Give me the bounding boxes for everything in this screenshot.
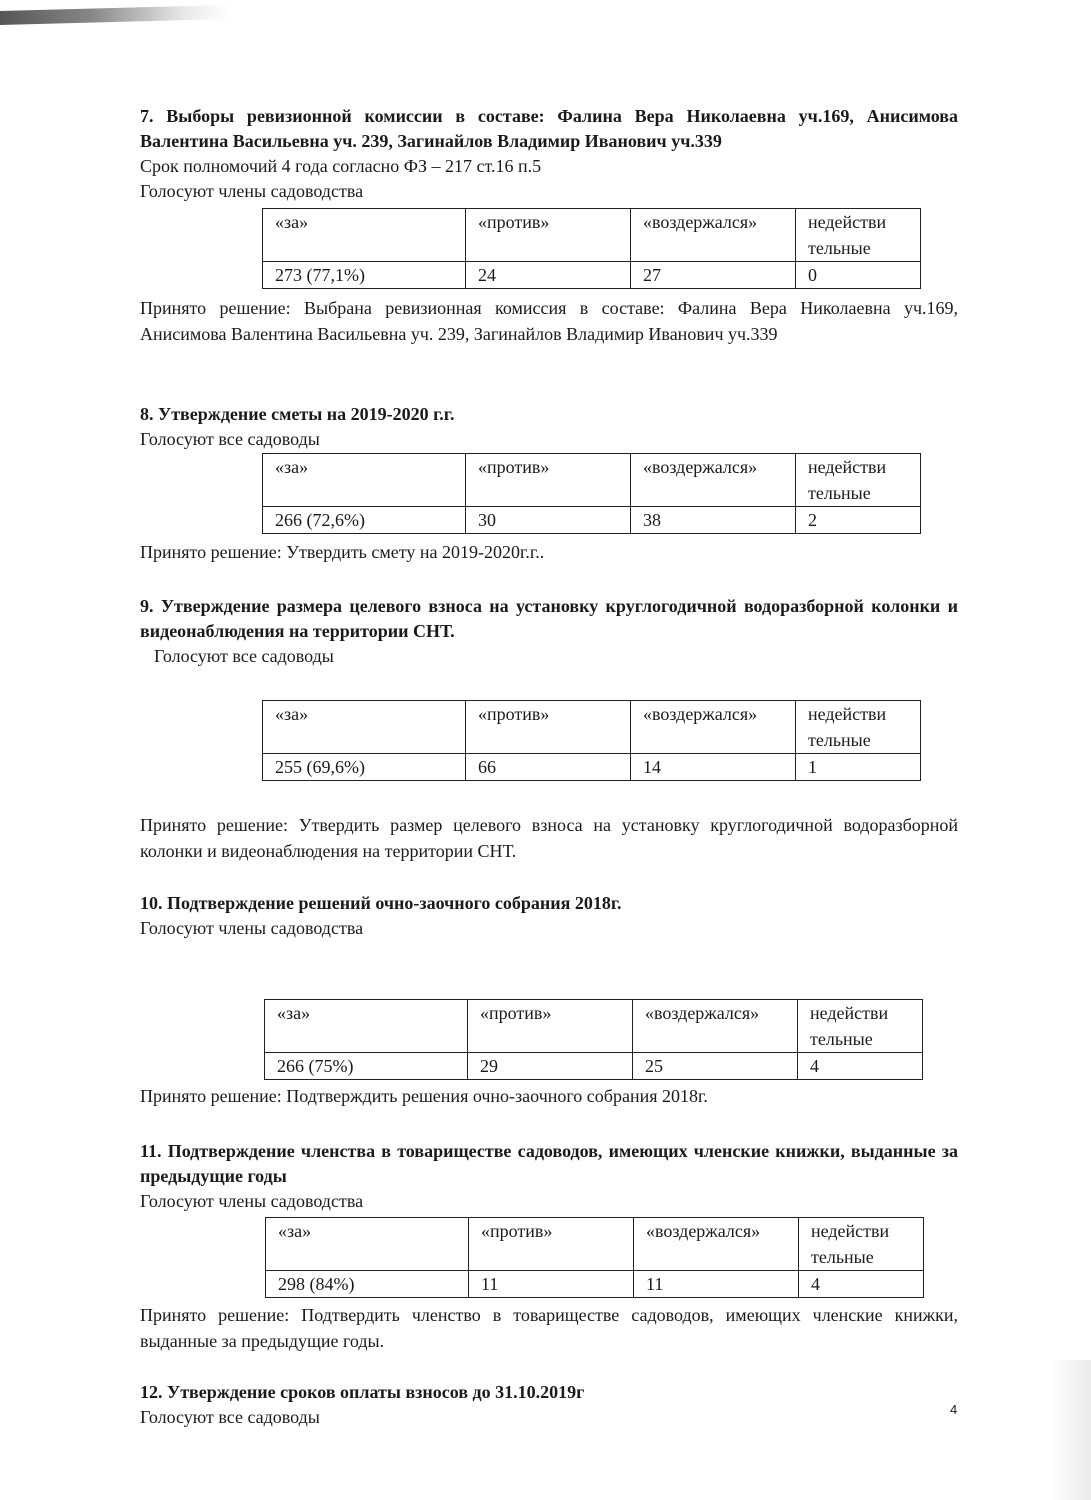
- table-row: [263, 507, 921, 534]
- scan-edge-shadow: [1051, 1360, 1091, 1500]
- voters-line: Голосуют все садоводы: [140, 429, 320, 449]
- value-abstained: 27: [631, 262, 796, 289]
- section-8: [140, 402, 958, 452]
- voters-line: Голосуют все садоводы: [154, 646, 334, 666]
- section-8-decision: [140, 539, 958, 565]
- value-against: 30: [466, 507, 631, 534]
- value-for: 298 (84%): [266, 1271, 469, 1298]
- voters-line: Голосуют все садоводы: [140, 1407, 320, 1427]
- value-for: 266 (75%): [265, 1053, 468, 1080]
- decision-text: Принято решение: Утвердить размер целевого взноса на установку круглогодичной водоразборной колонки и видеонаблюдения на территории СНТ.: [140, 815, 958, 861]
- header-for: «за»: [263, 209, 466, 262]
- section-10: [140, 891, 958, 941]
- header-against: «против»: [466, 454, 631, 507]
- header-invalid: недействи тельные: [796, 454, 921, 507]
- table-row: [266, 1271, 924, 1298]
- value-for: 273 (77,1%): [263, 262, 466, 289]
- value-abstained: 14: [631, 754, 796, 781]
- section-11: [140, 1139, 958, 1214]
- value-invalid: 0: [796, 262, 921, 289]
- header-against: «против»: [469, 1218, 634, 1271]
- voters-line: Голосуют члены садоводства: [140, 918, 364, 938]
- header-abstained: «воздержался»: [634, 1218, 799, 1271]
- table-header-row: [263, 701, 921, 754]
- value-against: 11: [469, 1271, 634, 1298]
- section-heading: 9. Утверждение размера целевого взноса на установку круглогодичной водоразборной колонки и видеонаблюдения на территории СНТ.: [140, 596, 958, 641]
- section-heading: 8. Утверждение сметы на 2019-2020 г.г.: [140, 404, 455, 424]
- voters-line: Голосуют члены садоводства: [140, 181, 364, 201]
- header-for: «за»: [266, 1218, 469, 1271]
- value-invalid: 4: [799, 1271, 924, 1298]
- header-for: «за»: [265, 1000, 468, 1053]
- section-heading: 7. Выборы ревизионной комиссии в составе: Фалина Вера Николаевна уч.169, Анисимова Валентина Васильевна уч. 239, Загинайлов Владимир Иванович уч.339: [140, 106, 958, 151]
- section-7-decision: [140, 295, 958, 347]
- value-against: 66: [466, 754, 631, 781]
- section-9: [140, 594, 958, 669]
- header-abstained: «воздержался»: [631, 209, 796, 262]
- value-against: 24: [466, 262, 631, 289]
- section-heading: 12. Утверждение сроков оплаты взносов до 31.10.2019г: [140, 1382, 585, 1402]
- table-row: [265, 1053, 923, 1080]
- header-invalid: недействи тельные: [796, 701, 921, 754]
- header-against: «против»: [466, 209, 631, 262]
- table-header-row: [266, 1218, 924, 1271]
- decision-text: Принято решение: Подтвердить членство в товариществе садоводов, имеющих членские книжки, выданные за предыдущие годы.: [140, 1305, 958, 1351]
- value-invalid: 2: [796, 507, 921, 534]
- scan-artifact: [0, 5, 230, 25]
- header-invalid: недействи тельные: [798, 1000, 923, 1053]
- votes-table: [264, 999, 923, 1080]
- header-invalid: недействи тельные: [799, 1218, 924, 1271]
- decision-text: Принято решение: Подтверждить решения очно-заочного собрания 2018г.: [140, 1086, 708, 1106]
- voters-line: Голосуют члены садоводства: [140, 1191, 364, 1211]
- section-11-decision: [140, 1302, 958, 1354]
- value-for: 255 (69,6%): [263, 754, 466, 781]
- section-10-decision: [140, 1083, 958, 1109]
- header-against: «против»: [466, 701, 631, 754]
- value-against: 29: [468, 1053, 633, 1080]
- section-9-decision: [140, 812, 958, 864]
- header-for: «за»: [263, 454, 466, 507]
- votes-table: [262, 700, 921, 781]
- header-against: «против»: [468, 1000, 633, 1053]
- page-number: 4: [950, 1402, 958, 1417]
- header-abstained: «воздержался»: [631, 454, 796, 507]
- value-abstained: 38: [631, 507, 796, 534]
- votes-table: [262, 208, 921, 289]
- header-abstained: «воздержался»: [631, 701, 796, 754]
- header-invalid: недействи тельные: [796, 209, 921, 262]
- decision-text: Принято решение: Утвердить смету на 2019-2020г.г..: [140, 542, 545, 562]
- votes-table: [262, 453, 921, 534]
- header-abstained: «воздержался»: [633, 1000, 798, 1053]
- value-for: 266 (72,6%): [263, 507, 466, 534]
- section-12: [140, 1380, 958, 1430]
- header-for: «за»: [263, 701, 466, 754]
- value-abstained: 11: [634, 1271, 799, 1298]
- decision-text: Принято решение: Выбрана ревизионная комиссия в составе: Фалина Вера Николаевна уч.169, Анисимова Валентина Васильевна уч. 239, Загинайлов Владимир Иванович уч.339: [140, 298, 958, 344]
- value-invalid: 1: [796, 754, 921, 781]
- term-line: Срок полномочий 4 года согласно ФЗ – 217 ст.16 п.5: [140, 156, 542, 176]
- table-header-row: [263, 454, 921, 507]
- section-7: [140, 104, 958, 204]
- table-row: [263, 754, 921, 781]
- votes-table: [265, 1217, 924, 1298]
- section-heading: 11. Подтверждение членства в товариществе садоводов, имеющих членские книжки, выданные за предыдущие годы: [140, 1141, 958, 1186]
- table-header-row: [263, 209, 921, 262]
- value-abstained: 25: [633, 1053, 798, 1080]
- section-heading: 10. Подтверждение решений очно-заочного собрания 2018г.: [140, 893, 622, 913]
- value-invalid: 4: [798, 1053, 923, 1080]
- table-row: [263, 262, 921, 289]
- table-header-row: [265, 1000, 923, 1053]
